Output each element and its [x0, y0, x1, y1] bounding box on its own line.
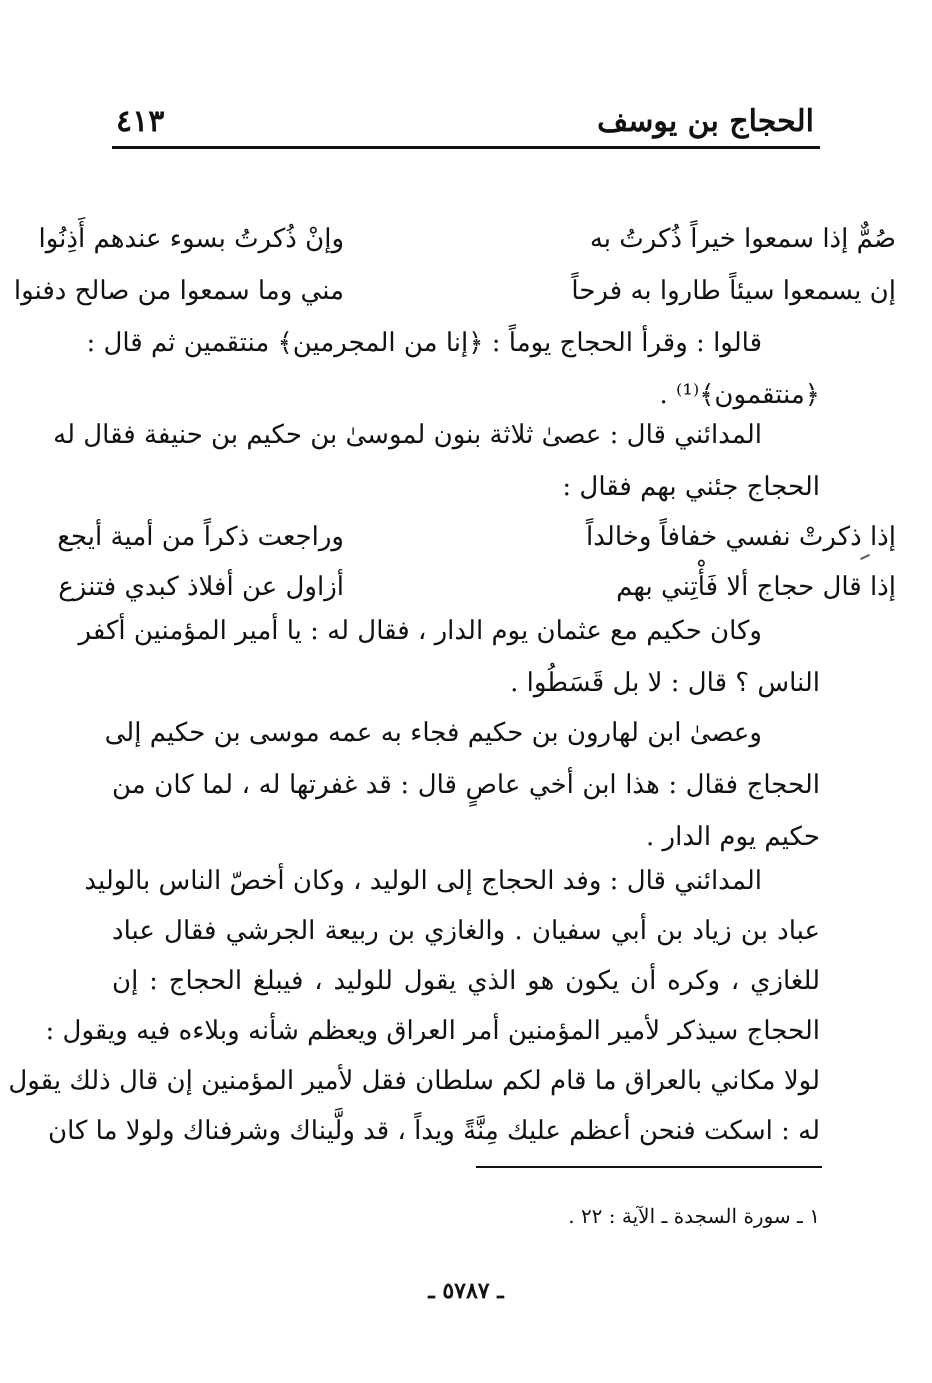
- verse-3-second-hemistich: وراجعت ذكراً من أمية أيجع: [57, 522, 344, 552]
- text-line: الحجاج فقال : هذا ابن أخي عاصٍ قال : قد غفرتها له ، لما كان من: [112, 770, 820, 800]
- text-line: المدائني قال : وفد الحجاج إلى الوليد ، وكان أخصّ الناس بالوليد: [84, 866, 762, 896]
- verse-1-second-hemistich: وإنْ ذُكرتُ بسوء عندهم أَذِنُوا: [38, 224, 344, 254]
- text-line: عباد بن زياد بن أبي سفيان . والغازي بن ربيعة الجرشي فقال عباد: [112, 916, 820, 946]
- text-line: لولا مكاني بالعراق ما قام لكم سلطان فقل لأمير المؤمنين إن قال ذلك يقول: [8, 1066, 820, 1096]
- running-header: [112, 100, 820, 149]
- text-line: ﴿منتقمون﴾⁽¹⁾ .: [659, 380, 820, 410]
- text-line: للغازي ، وكره أن يكون هو الذي يقول للوليد ، فيبلغ الحجاج : إن: [112, 966, 820, 996]
- page-number: ٤١٣: [116, 104, 165, 139]
- verse-1-first-hemistich: صُمٌّ إذا سمعوا خيراً ذُكرتُ به: [589, 224, 896, 254]
- volume-page-number: ـ ٥٧٨٧ ـ: [428, 1278, 504, 1304]
- text-line: الناس ؟ قال : لا بل قَسَطُوا .: [510, 668, 820, 698]
- text-line: وكان حكيم مع عثمان يوم الدار ، فقال له : يا أمير المؤمنين أكفر: [78, 616, 762, 646]
- text-line: قالوا : وقرأ الحجاج يوماً : ﴿إنا من المجرمين﴾ منتقمين ثم قال :: [86, 328, 762, 358]
- verse-2-first-hemistich: إن يسمعوا سيئاً طاروا به فرحاً: [571, 276, 896, 306]
- text-line: الحجاج جئني بهم فقال :: [562, 472, 820, 502]
- verse-4-first-hemistich: إذا قال حجاج ألا فَأْتِني بهم: [616, 572, 896, 602]
- text-line: الحجاج سيذكر لأمير المؤمنين أمر العراق ويعظم شأنه وبلاءه فيه ويقول :: [45, 1016, 820, 1046]
- text-line: حكيم يوم الدار .: [646, 822, 820, 852]
- text-line: له : اسكت فنحن أعظم عليك مِنَّةً ويداً ، قد ولَّيناك وشرفناك ولولا ما كان: [48, 1116, 820, 1146]
- text-line: المدائني قال : عصىٰ ثلاثة بنون لموسىٰ بن حكيم بن حنيفة فقال له: [53, 420, 762, 450]
- footnote: ١ ـ سورة السجدة ـ الآية : ٢٢ .: [568, 1204, 820, 1228]
- text-line: وعصىٰ ابن لهارون بن حكيم فجاء به عمه موسى بن حكيم إلى: [104, 718, 762, 748]
- footnote-separator: [476, 1166, 822, 1168]
- verse-4-second-hemistich: أزاول عن أفلاذ كبدي فتنزع: [58, 572, 344, 602]
- verse-2-second-hemistich: مني وما سمعوا من صالح دفنوا: [13, 276, 344, 306]
- chapter-title: الحجاج بن يوسف: [597, 104, 814, 139]
- verse-3-first-hemistich: إذا ذكرتْ نفسي خفافاً وخالداً: [586, 522, 896, 552]
